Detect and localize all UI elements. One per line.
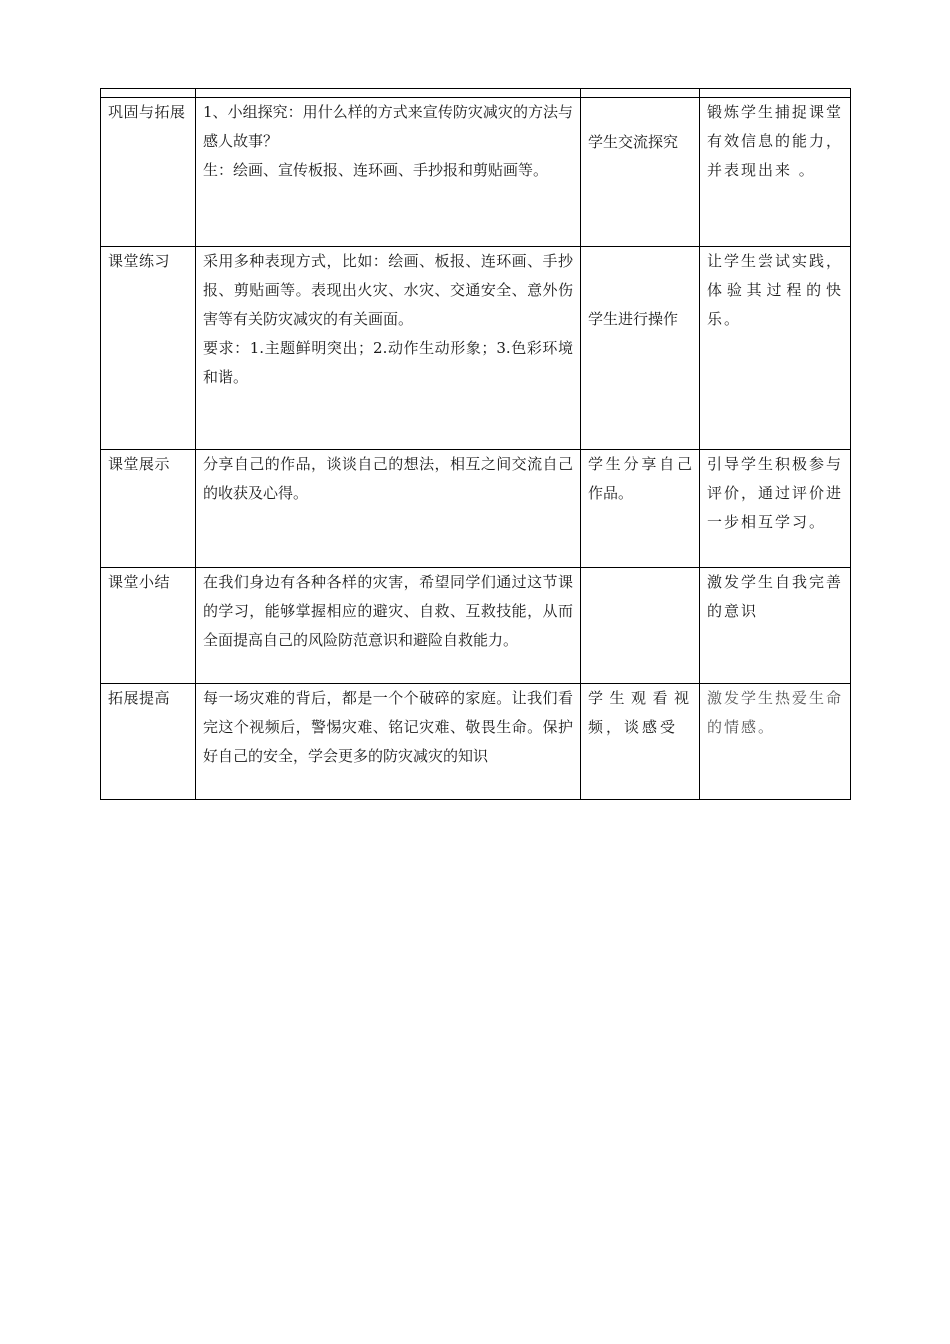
student-activity-cell: 学生分享自己作品。 [581,450,700,568]
stage-cell: 课堂小结 [101,568,196,684]
table-row [101,98,851,247]
stage-cell: 课堂展示 [101,450,196,568]
design-purpose-cell: 锻炼学生捕捉课堂有效信息的能力， 并表现出来 。 [700,98,851,247]
student-activity-cell [581,568,700,684]
content-paragraph: 每一场灾难的背后，都是一个个破碎的家庭。让我们看完这个视频后，警惕灾难、铭记灾难、敬畏生命。保护好自己的安全，学会更多的防灾减灾的知识 [203,689,573,765]
stage-cell: 巩固与拓展 [101,98,196,247]
table-row [101,568,851,684]
content-paragraph: 分享自己的作品，谈谈自己的想法，相互之间交流自己的收获及心得。 [203,455,573,502]
content-cell [196,568,581,684]
student-activity-cell: 学生观看视频，谈感受 [581,684,700,800]
lesson-plan-table [100,88,851,800]
design-purpose-cell: 让学生尝试实践，体验其过程的快乐。 [700,247,851,450]
stage-cell: 拓展提高 [101,684,196,800]
design-purpose-cell: 引导学生积极参与评价，通过评价进一步相互学习。 [700,450,851,568]
content-paragraph: 1、小组探究：用什么样的方式来宣传防灾减灾的方法与感人故事？ [203,103,573,150]
table-top-strip [101,89,851,98]
student-activity-cell: 学生进行操作 [581,247,700,450]
content-cell [196,450,581,568]
table-row [101,684,851,800]
table-row [101,247,851,450]
content-paragraph: 采用多种表现方式，比如：绘画、板报、连环画、手抄报、剪贴画等。表现出火灾、水灾、交通安全、意外伤害等有关防灾减灾的有关画面。 [203,252,573,328]
table-row [101,450,851,568]
design-purpose-cell: 激发学生热爱生命的情感。 [700,684,851,800]
content-paragraph: 要求：1.主题鲜明突出；2.动作生动形象；3.色彩环境和谐。 [203,339,573,386]
content-paragraph: 生：绘画、宣传板报、连环画、手抄报和剪贴画等。 [203,161,549,179]
stage-cell: 课堂练习 [101,247,196,450]
content-cell [196,247,581,450]
content-cell [196,98,581,247]
design-purpose-cell: 激发学生自我完善的意识 [700,568,851,684]
student-activity-cell: 学生交流探究 [581,98,700,247]
content-paragraph: 在我们身边有各种各样的灾害，希望同学们通过这节课的学习，能够掌握相应的避灾、自救、互救技能，从而全面提高自己的风险防范意识和避险自救能力。 [203,573,573,649]
content-cell [196,684,581,800]
